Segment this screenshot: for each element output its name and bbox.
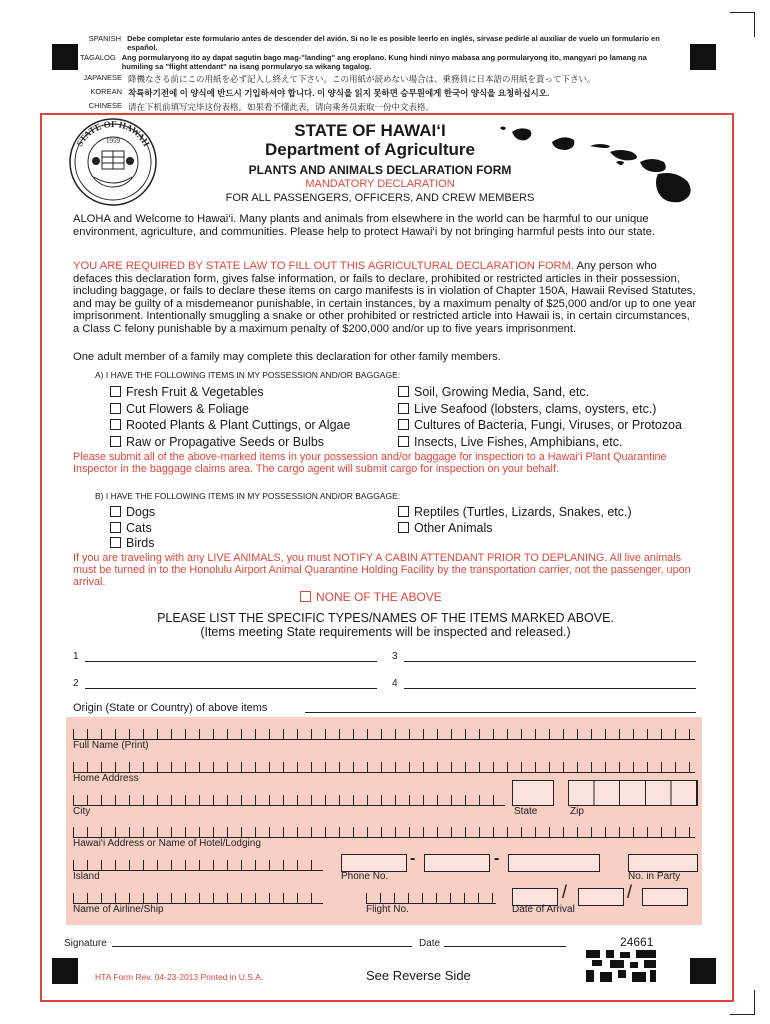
section-b-right-list [398,505,632,536]
origin-line[interactable] [305,712,696,713]
date-separator: / [562,882,568,902]
date-label: Date [419,938,441,949]
registration-mark-top-left [52,44,78,70]
checkbox-icon[interactable] [110,436,121,447]
phone-label: Phone No. [341,871,389,882]
zip-input[interactable] [568,780,698,806]
hawaii-address-label: Hawai‘i Address or Name of Hotel/Lodging [73,838,261,849]
checkbox-icon[interactable] [398,386,409,397]
checkbox-icon[interactable] [398,522,409,533]
translation-tagalog: TAGALOG Ang pormularyong ito ay dapat sagutin bago mag-"landing" ang eroplano. Kung hindi ninyo mabasa ang pormularyong ito, mangyari po lamang na humiling sa "flight attendant" na isang pormularyo sa wikang tagalog. [80,53,647,71]
footer-see-reverse: See Reverse Side [366,968,471,983]
airline-label: Name of Airline/Ship [73,904,164,915]
party-count-label: No. in Party [628,871,681,882]
island-input[interactable] [73,860,323,871]
signature-date-line[interactable] [444,946,566,947]
checkbox-icon[interactable] [110,386,121,397]
date-separator: / [627,882,633,902]
checkbox-icon[interactable] [398,403,409,414]
section-b-left-list [110,505,155,552]
checkbox-icon[interactable] [398,419,409,430]
checkbox-icon[interactable] [110,403,121,414]
full-name-label: Full Name (Print) [73,740,149,751]
checkbox-none-of-the-above[interactable]: NONE OF THE ABOVE [300,590,442,604]
footer-form-info: HTA Form Rev. 04-23-2013 Printed in U.S.A. [95,972,264,982]
city-label: City [73,806,91,817]
checkbox-live-seafood[interactable]: Live Seafood (lobsters, clams, oysters, etc.) [398,402,682,419]
law-warning: YOU ARE REQUIRED BY STATE LAW TO FILL OUT THIS AGRICULTURAL DECLARATION FORM. [73,260,575,272]
law-text: Any person who defaces this declaration form, gives false information, or fails to declare, prohibited or restricted articles in their possession, including baggage, or fails to declare these items on cargo manifests is in violation of Chapter 150A, Hawaii Revised Statutes, and may be guilty of a misdemeanor punishable, in certain instances, by a maximum penalty of $25,000 and/or up to one year imprisonment. Intentionally smuggling a snake or other prohibited or restricted article into Hawaii is, in certain circumstances, a Class C felony punishable by a maximum penalty of $200,000 and/or up to five years imprisonment. [73,260,697,335]
translation-korean: KOREAN 착륙하기전에 이 양식에 반드시 기입하셔야 합니다. 이 양식을 읽지 못하면 승무원에게 한국어 양식을 요청하십시오. [90,87,550,98]
list-number-1: 1 [73,651,79,662]
mandatory-declaration: MANDATORY DECLARATION [305,178,455,190]
phone-prefix-input[interactable] [424,854,490,872]
svg-text:1959: 1959 [106,137,120,145]
intro-paragraph: ALOHA and Welcome to Hawai‘i. Many plants and animals from elsewhere in the world can be harmful to our unique environment, agriculture, and communities. Please help to protect Hawai‘i by not bringing harmful pests into our state. [73,213,656,238]
hawaiian-islands-icon [490,116,716,204]
state-title: STATE OF HAWAI‘I [294,121,446,140]
translations [80,34,680,113]
flight-number-label: Flight No. [366,904,409,915]
list-heading: PLEASE LIST THE SPECIFIC TYPES/NAMES OF THE ITEMS MARKED ABOVE. [157,611,614,625]
home-address-label: Home Address [73,773,139,784]
section-b-heading: B) I HAVE THE FOLLOWING ITEMS IN MY POSSESSION AND/OR BAGGAGE: [95,491,401,501]
section-b-note: If you are traveling with any LIVE ANIMALS, you must NOTIFY A CABIN ATTENDANT PRIOR TO DEPLANING. All live animals must be turned in to the Honolulu Airport Animal Quarantine Holding Facility by the transportation carrier, not the passenger, upon arrival. [73,552,691,588]
state-input[interactable] [512,780,554,806]
checkbox-cut-flowers[interactable]: Cut Flowers & Foliage [110,402,350,419]
item-3-line[interactable] [404,661,696,662]
checkbox-cultures[interactable]: Cultures of Bacteria, Fungi, Viruses, or Protozoa [398,418,682,435]
section-a-right-list [398,385,682,451]
item-4-line[interactable] [404,688,696,689]
family-note: One adult member of a family may complete this declaration for other family members. [73,351,501,363]
checkbox-icon[interactable] [300,591,311,602]
translation-chinese: CHINESE 请在下机前填写完毕这份表格。如果看不懂此表，请向乘务员索取一份中文表格。 [88,101,435,112]
section-a-note: Please submit all of the above-marked items in your possession and/or baggage for inspection to a Hawai‘i Plant Quarantine Inspector in the baggage claims area. The cargo agent will submit cargo for inspection on your behalf. [73,451,667,475]
checkbox-dogs[interactable]: Dogs [110,505,155,521]
item-1-line[interactable] [85,661,377,662]
phone-area-code-input[interactable] [341,854,407,872]
checkbox-cats[interactable]: Cats [110,521,155,537]
zip-label: Zip [570,806,584,817]
signature-label: Signature [64,938,107,949]
checkbox-icon[interactable] [110,522,121,533]
checkbox-insects[interactable]: Insects, Live Fishes, Amphibians, etc. [398,435,682,452]
signature-line[interactable] [112,946,412,947]
checkbox-other-animals[interactable]: Other Animals [398,521,632,537]
department-title: Department of Agriculture [264,140,475,159]
barcode-icon [586,950,656,982]
arrival-day-input[interactable] [578,888,624,906]
checkbox-icon[interactable] [398,436,409,447]
checkbox-soil[interactable]: Soil, Growing Media, Sand, etc. [398,385,682,402]
flight-number-input[interactable] [366,893,496,904]
list-number-4: 4 [392,678,398,689]
state-label: State [514,806,538,817]
form-title: PLANTS AND ANIMALS DECLARATION FORM [248,163,512,177]
arrival-date-label: Date of Arrival [512,904,575,915]
arrival-year-input[interactable] [642,888,688,906]
origin-label: Origin (State or Country) of above items [73,702,268,714]
list-subheading: (Items meeting State requirements will be inspected and released.) [200,625,571,639]
phone-separator: - [410,850,416,867]
form-number: 24661 [620,935,654,949]
translation-japanese: JAPANESE 降機なさる前にこの用紙を必ず記入し終えて下さい。この用紙が読めない場合は、乗務員に日本語の用紙を貰って下さい。 [83,73,596,84]
checkbox-icon[interactable] [398,506,409,517]
island-label: Island [73,871,100,882]
translation-spanish: SPANISH Debe completar este formulario antes de descender del avión. Si no le es posible leerlo en inglés, sírvase pedirle al auxiliar de vuelo un formulario en español. [88,34,660,52]
home-address-input[interactable] [73,762,695,773]
phone-line-input[interactable] [508,854,600,872]
city-input[interactable] [73,795,505,806]
phone-separator: - [494,850,500,867]
airline-input[interactable] [73,893,323,904]
crop-mark-top-right [730,12,755,37]
checkbox-icon[interactable] [110,506,121,517]
item-2-line[interactable] [85,688,377,689]
checkbox-icon[interactable] [110,419,121,430]
checkbox-birds[interactable]: Birds [110,536,155,552]
checkbox-fresh-fruit[interactable]: Fresh Fruit & Vegetables [110,385,350,402]
section-a-heading: A) I HAVE THE FOLLOWING ITEMS IN MY POSSESSION AND/OR BAGGAGE: [95,370,401,380]
registration-mark-top-right [690,44,716,70]
full-name-input[interactable] [73,729,695,740]
list-number-3: 3 [392,651,398,662]
party-count-input[interactable] [628,854,698,872]
checkbox-icon[interactable] [110,537,121,548]
checkbox-reptiles[interactable]: Reptiles (Turtles, Lizards, Snakes, etc.) [398,505,632,521]
checkbox-seeds-bulbs[interactable]: Raw or Propagative Seeds or Bulbs [110,435,350,452]
section-a-left-list [110,385,350,451]
checkbox-rooted-plants[interactable]: Rooted Plants & Plant Cuttings, or Algae [110,418,350,435]
audience-line: FOR ALL PASSENGERS, OFFICERS, AND CREW MEMBERS [225,192,535,204]
hawaii-address-input[interactable] [73,827,695,838]
list-number-2: 2 [73,678,79,689]
law-paragraph [73,260,698,336]
svg-text:STATE OF HAWAII: STATE OF HAWAII [74,118,152,149]
